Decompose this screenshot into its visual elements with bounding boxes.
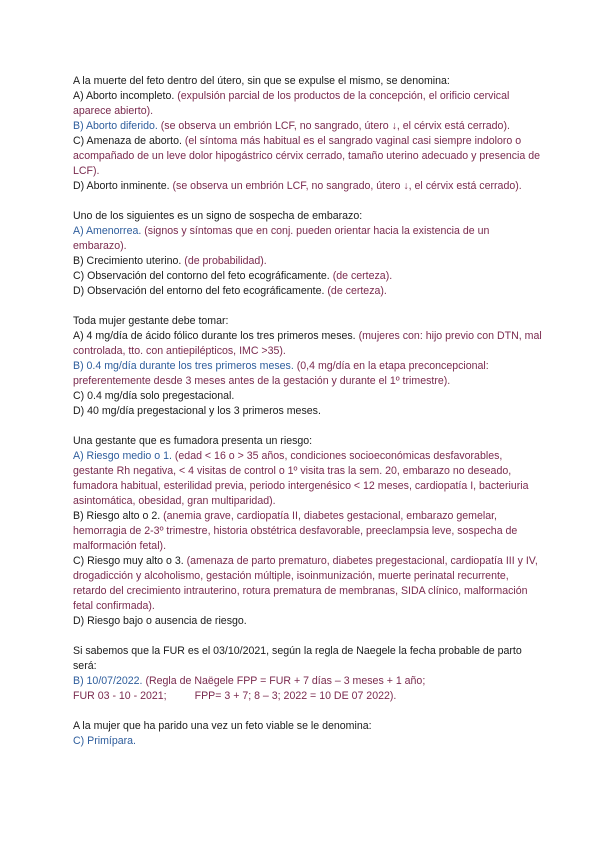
- option-label: D) Observación del entorno del feto ecográficamente.: [73, 285, 325, 297]
- option-label: B) Riesgo alto o 2.: [73, 510, 161, 522]
- option-note: (expulsión parcial de los productos de la concepción, el orificio cervical aparece abierto).: [73, 90, 510, 117]
- option-d: [73, 614, 543, 629]
- option-label: A) Aborto incompleto.: [73, 90, 175, 102]
- option-a-correct: [73, 449, 543, 509]
- option-a: [73, 329, 543, 359]
- question-5: [73, 644, 543, 704]
- option-c: [73, 389, 543, 404]
- option-b-correct: [73, 674, 543, 689]
- option-note: (amenaza de parto prematuro, diabetes pregestacional, cardiopatía III y IV, drogadicción y alcoholismo, gestación múltiple, isoinmunización, muerte perinatal recurrente, retardo del crecimiento intrauterino, rotura prematura de membranas, SIDA clínico, malformación fetal confirmada).: [73, 555, 538, 612]
- option-label: D) Riesgo bajo o ausencia de riesgo.: [73, 615, 247, 627]
- option-note: (se observa un embrión LCF, no sangrado, útero ↓, el cérvix está cerrado).: [157, 120, 510, 132]
- option-c: [73, 554, 543, 614]
- option-note: (edad < 16 o > 35 años, condiciones socioeconómicas desfavorables, gestante Rh negativa, < 4 visitas de control o 1º visita tras la sem. 20, embarazo no deseado, fumadora habitual, esterilidad previa, periodo intergenésico < 12 meses, cardiopatía I, bacteriuria asintomática, obesidad, gran multiparidad).: [73, 450, 529, 507]
- option-b: [73, 254, 543, 269]
- question-stem: Toda mujer gestante debe tomar:: [73, 315, 229, 327]
- option-label: C) Primípara.: [73, 735, 136, 747]
- option-label: B) Aborto diferido.: [73, 120, 158, 132]
- question-6: [73, 719, 543, 749]
- option-label: C) Observación del contorno del feto ecográficamente.: [73, 270, 330, 282]
- calc-right: FPP= 3 + 7; 8 – 3; 2022 = 10 DE 07 2022).: [194, 690, 397, 702]
- option-note: (el síntoma más habitual es el sangrado vaginal casi siempre indoloro o acompañado de un leve dolor hipogástrico cérvix cerrado, tamaño uterino adecuado y presencia de LCF).: [73, 135, 541, 177]
- option-b: [73, 509, 543, 554]
- option-d: [73, 404, 543, 419]
- option-label: D) Aborto inminente.: [73, 180, 170, 192]
- option-note: (de probabilidad).: [181, 255, 267, 267]
- option-note: (de certeza).: [329, 270, 393, 282]
- option-label: A) Riesgo medio o 1.: [73, 450, 172, 462]
- option-a: [73, 89, 543, 119]
- option-label: C) Riesgo muy alto o 3.: [73, 555, 184, 567]
- option-label: A) Amenorrea.: [73, 225, 142, 237]
- question-stem: Una gestante que es fumadora presenta un riesgo:: [73, 435, 313, 447]
- option-label: C) Amenaza de aborto.: [73, 135, 182, 147]
- question-stem: Uno de los siguientes es un signo de sospecha de embarazo:: [73, 210, 363, 222]
- option-b-correct: [73, 119, 543, 134]
- option-label: B) 0.4 mg/día durante los tres primeros meses.: [73, 360, 294, 372]
- option-note: (de certeza).: [324, 285, 387, 297]
- calc-left: FUR 03 - 10 - 2021;: [73, 690, 167, 702]
- question-3: [73, 314, 543, 419]
- option-c: [73, 269, 543, 284]
- option-label: B) 10/07/2022.: [73, 675, 143, 687]
- calculation-line: [73, 689, 543, 704]
- option-note: (mujeres con: hijo previo con DTN, mal controlada, tto. con antiepilépticos, IMC >35).: [73, 330, 542, 357]
- question-2: [73, 209, 543, 299]
- question-1: [73, 74, 543, 194]
- option-b-correct: [73, 359, 543, 389]
- option-c-correct: [73, 734, 543, 749]
- option-c: [73, 134, 543, 179]
- option-note: (0,4 mg/día en la etapa preconcepcional: preferentemente desde 3 meses antes de la gestación y durante el 1º trimestre).: [73, 360, 489, 387]
- option-note: (signos y síntomas que en conj. pueden orientar hacia la existencia de un embarazo).: [73, 225, 490, 252]
- option-label: B) Crecimiento uterino.: [73, 255, 182, 267]
- option-label: A) 4 mg/día de ácido fólico durante los tres primeros meses.: [73, 330, 356, 342]
- option-d: [73, 179, 543, 194]
- question-4: [73, 434, 543, 629]
- option-note: (anemia grave, cardiopatía II, diabetes gestacional, embarazo gemelar, hemorragia de 2-3º trimestre, historia obstétrica desfavorable, preeclampsia leve, sospecha de malformación fetal).: [73, 510, 518, 552]
- question-stem: A la mujer que ha parido una vez un feto viable se le denomina:: [73, 720, 372, 732]
- option-a-correct: [73, 224, 543, 254]
- quiz-page: [73, 74, 543, 764]
- question-stem: Si sabemos que la FUR es el 03/10/2021, según la regla de Naegele la fecha probable de parto será:: [73, 645, 522, 672]
- question-stem: A la muerte del feto dentro del útero, sin que se expulse el mismo, se denomina:: [73, 75, 450, 87]
- option-label: D) 40 mg/día pregestacional y los 3 primeros meses.: [73, 405, 321, 417]
- option-note: (Regla de Naëgele FPP = FUR + 7 días – 3 meses + 1 año;: [142, 675, 426, 687]
- option-d: [73, 284, 543, 299]
- option-label: C) 0.4 mg/día solo pregestacional.: [73, 390, 235, 402]
- option-note: (se observa un embrión LCF, no sangrado, útero ↓, el cérvix está cerrado).: [169, 180, 522, 192]
